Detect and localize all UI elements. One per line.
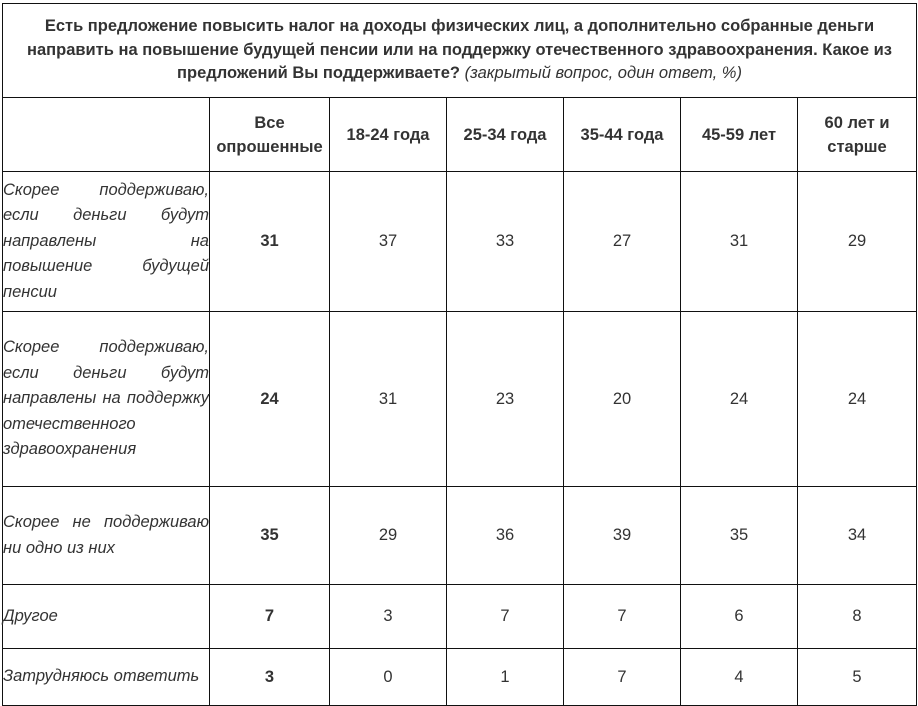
question-note: (закрытый вопрос, один ответ, %): [464, 64, 742, 83]
value-cell: 20: [564, 312, 681, 487]
value-cell: 6: [681, 585, 798, 649]
value-cell: 34: [798, 487, 917, 585]
value-cell: 7: [564, 649, 681, 706]
value-cell: 33: [447, 172, 564, 312]
column-header-60-plus: 60 лет и старше: [798, 98, 917, 172]
table-row: [3, 312, 917, 487]
value-cell: 5: [798, 649, 917, 706]
value-cell: 36: [447, 487, 564, 585]
value-cell: 7: [447, 585, 564, 649]
value-cell-total: 31: [210, 172, 330, 312]
value-cell: 31: [330, 312, 447, 487]
column-header-18-24: 18-24 года: [330, 98, 447, 172]
value-cell: 0: [330, 649, 447, 706]
value-cell-total: 3: [210, 649, 330, 706]
table-row: [3, 649, 917, 706]
value-cell: 4: [681, 649, 798, 706]
value-cell: 35: [681, 487, 798, 585]
row-label: Затрудняюсь ответить: [3, 649, 210, 706]
value-cell: 31: [681, 172, 798, 312]
value-cell: 29: [798, 172, 917, 312]
table-row: [3, 585, 917, 649]
value-cell: 29: [330, 487, 447, 585]
value-cell-total: 24: [210, 312, 330, 487]
value-cell-total: 7: [210, 585, 330, 649]
survey-table: [2, 3, 917, 706]
value-cell: 23: [447, 312, 564, 487]
question-text: Есть предложение повысить налог на доходы физических лиц, а дополнительно собранные деньги направить на повышение будущей пенсии или на поддержку отечественного здравоохранения. Какое из предложений Вы поддерживаете?: [27, 17, 892, 83]
value-cell: 24: [798, 312, 917, 487]
value-cell: 3: [330, 585, 447, 649]
column-header-25-34: 25-34 года: [447, 98, 564, 172]
value-cell: 27: [564, 172, 681, 312]
row-label: Другое: [3, 585, 210, 649]
header-empty-cell: [3, 98, 210, 172]
value-cell-total: 35: [210, 487, 330, 585]
table-row: [3, 172, 917, 312]
row-label: Скорее поддерживаю, если деньги будут направлены на повышение будущей пенсии: [3, 172, 210, 312]
value-cell: 24: [681, 312, 798, 487]
column-header-45-59: 45-59 лет: [681, 98, 798, 172]
column-header-all: Все опрошенные: [210, 98, 330, 172]
value-cell: 39: [564, 487, 681, 585]
column-header-35-44: 35-44 года: [564, 98, 681, 172]
row-label: Скорее не поддерживаю ни одно из них: [3, 487, 210, 585]
value-cell: 1: [447, 649, 564, 706]
value-cell: 37: [330, 172, 447, 312]
table-title: [3, 4, 917, 98]
value-cell: 8: [798, 585, 917, 649]
row-label: Скорее поддерживаю, если деньги будут направлены на поддержку отечественного здравоохранения: [3, 312, 210, 487]
value-cell: 7: [564, 585, 681, 649]
table-row: [3, 487, 917, 585]
